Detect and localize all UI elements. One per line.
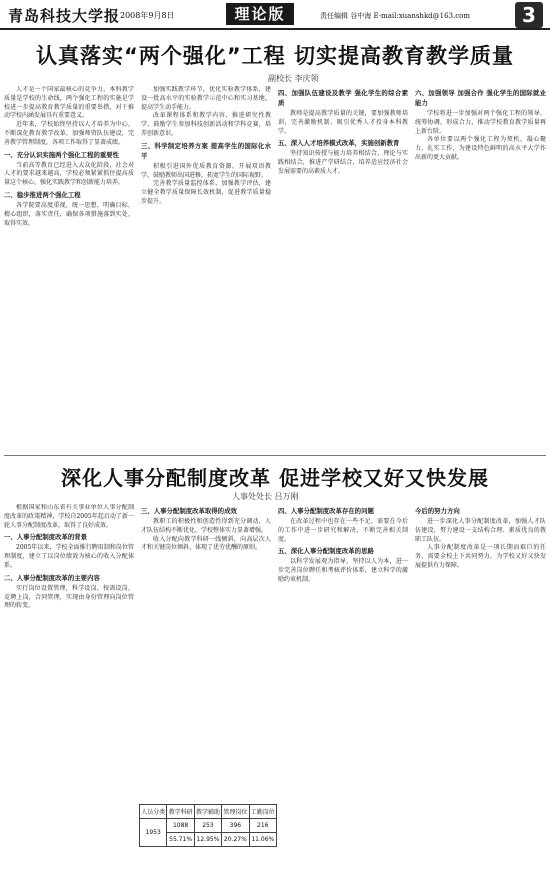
table-cell: 11.06% — [249, 833, 276, 847]
paragraph: 进一步深化人事分配制度改革，加强人才队伍建设，努力建设一支结构合理、素质优良的教职工队伍。 — [415, 518, 546, 543]
table-header-cell: 教学辅助 — [194, 805, 221, 819]
section-heading: 一、充分认识实施两个强化工程的重要性 — [4, 150, 120, 159]
article1-column-1 — [4, 86, 134, 450]
section-tag: 理论版 — [226, 3, 294, 25]
table-cell: 396 — [222, 819, 249, 833]
editor-line: 责任编辑 谷中海 E-mail:xuanshkd@163.com — [320, 12, 471, 20]
table-cell: 253 — [194, 819, 221, 833]
article1-byline: 副校长 李庆领 — [268, 74, 319, 83]
paragraph: 人才是一个国家最核心的竞争力，本科教学质量是学校的生命线，两个强化工程的实施是学校进一步提高教育教学质量的重要举措，对于推动学校内涵发展具有重要意义。 — [4, 86, 134, 120]
paragraph: 教师是提高教学质量的关键，要加强教师培训，完善激励机制，吸引优秀人才投身本科教学。 — [278, 110, 408, 135]
paragraph: 各学院要高度重视，统一思想，明确目标，精心组织，落实责任，确保各项措施落到实处，取得实效。 — [4, 201, 134, 227]
table-header-cell: 管理岗位 — [222, 805, 249, 819]
paragraph: 近年来，学校始终坚持以人才培养为中心，不断深化教育教学改革，加强师资队伍建设，完善教学管理制度，各项工作取得了显著成绩。 — [4, 121, 134, 146]
section-heading: 三、科学制定培养方案 提高学生的国际化水平 — [141, 141, 271, 160]
article2-column-4 — [415, 504, 546, 878]
article2-column-3 — [278, 504, 408, 878]
paragraph: 当前高等教育已经进入大众化阶段，社会对人才的要求越来越高，学校必须紧紧抓住提高质量这个核心，强化实践教学和创新能力培养。 — [4, 161, 134, 187]
staff-table — [139, 804, 277, 847]
paper-name: 青岛科技大学报 — [8, 7, 121, 25]
paragraph: 2005年以来，学校全面推行聘用制和岗位管理制度，建立了以岗位绩效为核心的收入分配体系。 — [4, 544, 134, 569]
section-heading: 三、人事分配制度改革取得的成效 — [141, 507, 237, 515]
section-heading: 四、人事分配制度改革存在的问题 — [278, 507, 374, 515]
table-header-cell: 教学科研 — [167, 805, 194, 819]
paragraph: 改革课程体系和教学内容，推进研究性教学，鼓励学生参加科技创新活动和学科竞赛，培养创新意识。 — [141, 112, 271, 137]
article1-column-2 — [141, 86, 271, 450]
article2-column-1 — [4, 504, 134, 878]
table-row-label: 1953 — [140, 819, 167, 847]
table-header-cell: 人员分类 — [140, 805, 167, 819]
section-heading: 四、加强队伍建设及教学 强化学生的综合素质 — [278, 89, 408, 107]
paragraph: 完善教学质量监控体系，加强教学评估，建立健全教学质量保障长效机制，促进教学质量稳步提升。 — [141, 180, 271, 205]
table-cell: 216 — [249, 819, 276, 833]
article2-byline: 人事处处长 吕万刚 — [232, 492, 299, 501]
paragraph: 教职工的积极性和创造性得到充分调动，人才队伍结构不断优化，学校整体实力显著增强。 — [141, 518, 271, 534]
paragraph: 以科学发展观为指导，坚持以人为本，进一步完善岗位聘任和考核评价体系，建立科学的激励约束机制。 — [278, 558, 408, 583]
masthead — [0, 0, 550, 30]
article2-title: 深化人事分配制度改革 促进学校又好又快发展 — [61, 466, 489, 490]
article2-column-2 — [141, 504, 271, 794]
table-row — [140, 819, 277, 833]
paragraph: 根据国家和山东省有关事业单位人事分配制度改革的政策精神，学校自2005年起启动了新一轮人事分配制度改革，取得了良好成效。 — [4, 504, 134, 529]
paragraph: 各单位要以两个强化工程为契机，凝心聚力，扎实工作，为建设特色鲜明的高水平大学作出新的更大贡献。 — [415, 136, 546, 161]
article1-column-3 — [278, 86, 408, 450]
paragraph: 人事分配制度改革是一项长期而艰巨的任务，需要全校上下共同努力，为学校又好又快发展提供有力保障。 — [415, 544, 546, 569]
article1-body — [4, 86, 546, 450]
paragraph: 实行岗位设置管理，科学设岗，按需设岗，竞聘上岗，合同管理，实现由身份管理向岗位管理的转变。 — [4, 584, 134, 610]
paragraph: 在改革过程中也存在一些不足，需要在今后的工作中进一步研究和解决，不断完善相关制度。 — [278, 518, 408, 543]
section-heading: 五、深入人才培养模式改革，实施创新教育 — [278, 139, 400, 148]
section-heading: 二、人事分配制度改革的主要内容 — [4, 573, 100, 582]
section-divider — [4, 455, 546, 456]
paragraph: 积极引进国外优质教育资源，开展双语教学，鼓励教师出国进修，拓宽学生的国际视野。 — [141, 162, 271, 179]
article1-title: 认真落实“两个强化”工程 切实提高教育教学质量 — [36, 44, 514, 68]
paragraph: 加强实践教学环节，优化实验教学体系，建设一批高水平的实验教学示范中心和实习基地，提高学生动手能力。 — [141, 86, 271, 111]
table-cell: 12.95% — [194, 833, 221, 847]
table-cell: 55.71% — [167, 833, 194, 847]
article1-column-4 — [415, 86, 546, 450]
article2-body — [4, 504, 546, 878]
paragraph: 坚持知识传授与能力培养相结合，理论与实践相结合，推进产学研结合，培养适应经济社会发展需要的高素质人才。 — [278, 150, 408, 175]
section-heading: 二、稳步推进两个强化工程 — [4, 190, 81, 199]
issue-date: 2008年9月8日 — [120, 11, 175, 20]
paragraph: 收入分配向教学科研一线倾斜，向高层次人才和关键岗位倾斜，体现了优劳优酬的原则。 — [141, 535, 271, 552]
table-header-cell: 工勤岗位 — [249, 805, 276, 819]
section-heading: 今后的努力方向 — [415, 507, 460, 515]
page-number: 3 — [515, 2, 543, 28]
table-cell: 1088 — [167, 819, 194, 833]
table-header-row — [140, 805, 277, 819]
paragraph: 学校将进一步加强对两个强化工程的领导，统筹协调，形成合力，推动学校教育教学质量再上新台阶。 — [415, 110, 546, 135]
section-heading: 五、深化人事分配制度改革的思路 — [278, 547, 374, 556]
section-heading: 六、加强领导 加强合作 强化学生的国际就业能力 — [415, 89, 546, 107]
table-cell: 20.27% — [222, 833, 249, 847]
section-heading: 一、人事分配制度改革的背景 — [4, 533, 88, 542]
